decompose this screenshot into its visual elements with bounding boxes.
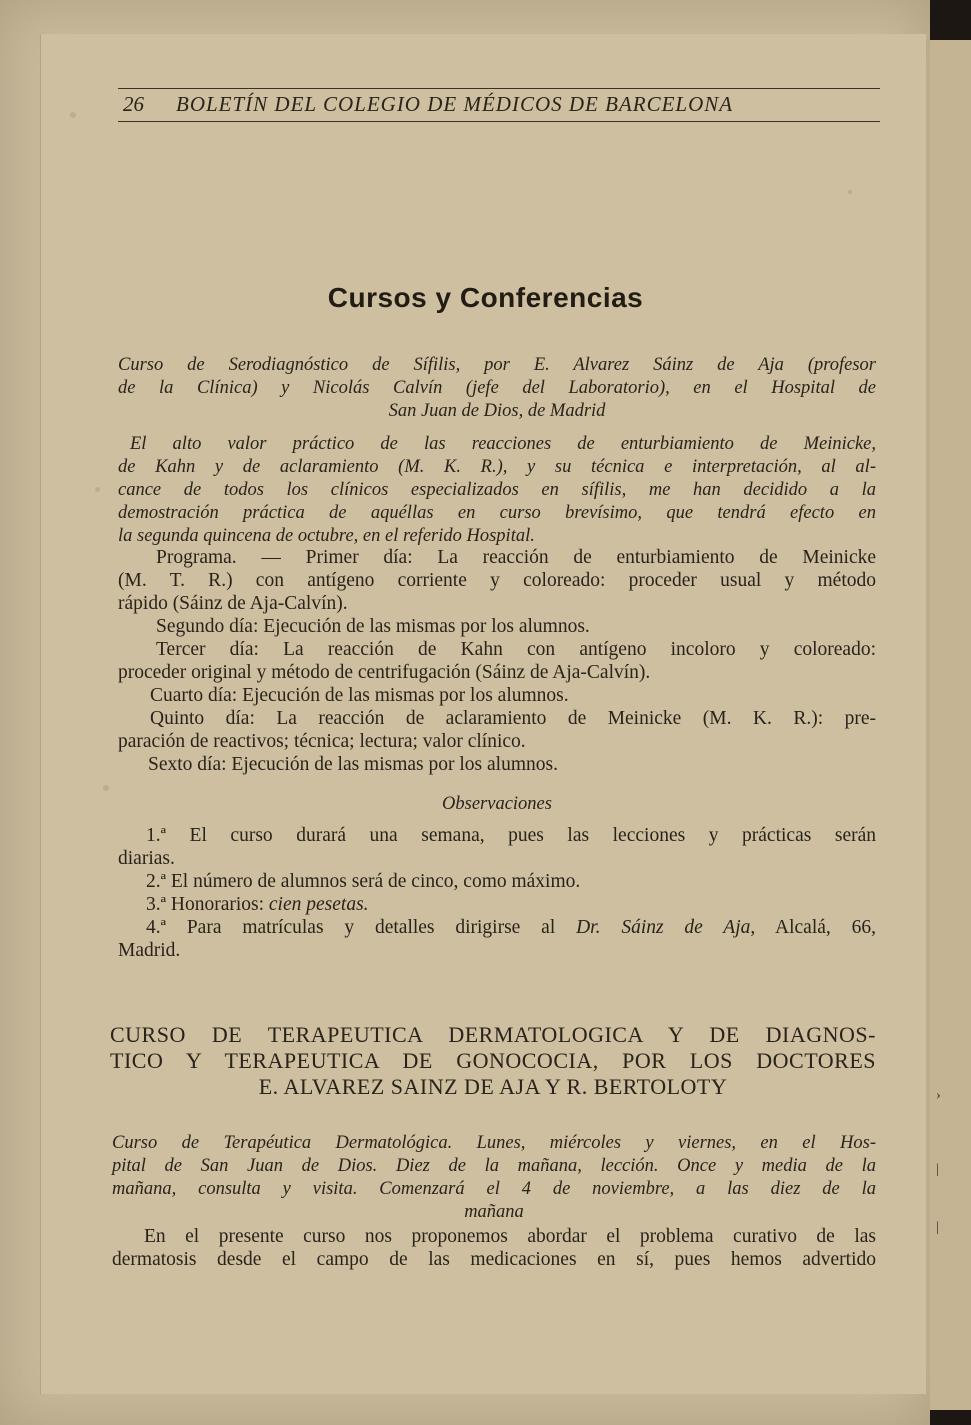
program-line: Programa. — Primer día: La reacción de enturbiamiento de Meinicke: [156, 547, 876, 568]
course1-paragraph-line: demostración práctica de aquéllas en curso brevísimo, que tendrá efecto en: [118, 503, 876, 523]
adjacent-page-edge: › | |: [930, 40, 971, 1410]
journal-title: BOLETÍN DEL COLEGIO DE MÉDICOS DE BARCELONA: [176, 92, 734, 116]
running-header: [118, 92, 880, 118]
observacion-line: diarias.: [118, 848, 175, 869]
header-rule-bottom: [118, 121, 880, 122]
paper-spot: [70, 112, 76, 118]
section-title: Cursos y Conferencias: [327, 282, 644, 313]
course2-heading-line: CURSO DE TERAPEUTICA DERMATOLOGICA Y DE DIAGNOS-: [110, 1022, 876, 1047]
course1-paragraph-line: cance de todos los clínicos especializados en sífilis, me han decidido a la: [118, 480, 876, 500]
matricula-doctor: Dr. Sáinz de Aja,: [576, 917, 756, 938]
course2-paragraph: [112, 1225, 876, 1271]
honorarios-label: 3.ª Honorarios:: [146, 894, 269, 915]
program-line: Quinto día: La reacción de aclaramiento de Meinicke (M. K. R.): pre-: [150, 708, 876, 729]
matricula-text: 4.ª Para matrículas y detalles dirigirse al: [146, 917, 577, 938]
program-line: Cuarto día: Ejecución de las mismas por los alumnos.: [150, 685, 569, 706]
course1-intro-line: San Juan de Dios, de Madrid: [388, 401, 606, 421]
course2-intro: [112, 1132, 876, 1224]
observacion-line: 1.ª El curso durará una semana, pues las lecciones y prácticas serán: [146, 825, 876, 846]
course1-paragraph-line: El alto valor práctico de las reacciones de enturbiamiento de Meinicke,: [130, 434, 876, 454]
course1-intro-line: Curso de Serodiagnóstico de Sífilis, por E. Alvarez Sáinz de Aja (profesor: [118, 355, 876, 375]
observacion-line: 2.ª El número de alumnos será de cinco, como máximo.: [146, 871, 581, 892]
page-number: 26: [123, 92, 144, 116]
course2-heading: [110, 1022, 876, 1100]
observacion-line: [118, 893, 876, 916]
matricula-address: Alcalá, 66,: [755, 917, 876, 938]
observaciones-heading: Observaciones: [442, 794, 552, 814]
observacion-line: [118, 916, 876, 939]
program-line: Tercer día: La reacción de Kahn con antígeno incoloro y coloreado:: [156, 639, 876, 660]
course2-intro-line: mañana, consulta y visita. Comenzará el 4 de noviembre, a las diez de la: [112, 1179, 876, 1199]
paper-spot: [95, 487, 100, 492]
course1-intro: [118, 354, 876, 423]
header-rule-top: [118, 88, 880, 89]
program-line: rápido (Sáinz de Aja-Calvín).: [118, 593, 348, 614]
course2-intro-line: pital de San Juan de Dios. Diez de la mañana, lección. Once y media de la: [112, 1156, 876, 1176]
course2-heading-line: E. ALVAREZ SAINZ DE AJA Y R. BERTOLOTY: [258, 1074, 728, 1099]
course1-intro-line: de la Clínica) y Nicolás Calvín (jefe del Laboratorio), en el Hospital de: [118, 378, 876, 398]
program-line: paración de reactivos; técnica; lectura; valor clínico.: [118, 731, 526, 752]
observacion-line: Madrid.: [118, 940, 181, 961]
course1-paragraph-line: de Kahn y de aclaramiento (M. K. R.), y su técnica e interpretación, al al-: [118, 457, 876, 477]
course2-intro-line: Curso de Terapéutica Dermatológica. Lunes, miércoles y viernes, en el Hos-: [112, 1133, 876, 1153]
honorarios-value: cien pesetas.: [268, 894, 369, 915]
observaciones-list: [118, 824, 876, 962]
course2-intro-line: mañana: [464, 1202, 524, 1222]
course2-paragraph-line: En el presente curso nos proponemos abordar el problema curativo de las: [144, 1226, 876, 1247]
program-line: Segundo día: Ejecución de las mismas por los alumnos.: [156, 616, 590, 637]
course2-paragraph-line: dermatosis desde el campo de las medicaciones en sí, pues hemos advertido: [112, 1249, 876, 1270]
course1-paragraph: [118, 433, 876, 548]
program-line: Sexto día: Ejecución de las mismas por los alumnos.: [148, 754, 558, 775]
program: [118, 546, 876, 776]
course1-paragraph-line: la segunda quincena de octubre, en el referido Hospital.: [118, 526, 535, 546]
paper-spot: [848, 190, 852, 194]
paper-spot: [103, 785, 109, 791]
course2-heading-line: TICO Y TERAPEUTICA DE GONOCOCIA, POR LOS DOCTORES: [110, 1048, 876, 1073]
program-line: (M. T. R.) con antígeno corriente y coloreado: proceder usual y método: [118, 570, 876, 591]
program-line: proceder original y método de centrifugación (Sáinz de Aja-Calvín).: [118, 662, 651, 683]
